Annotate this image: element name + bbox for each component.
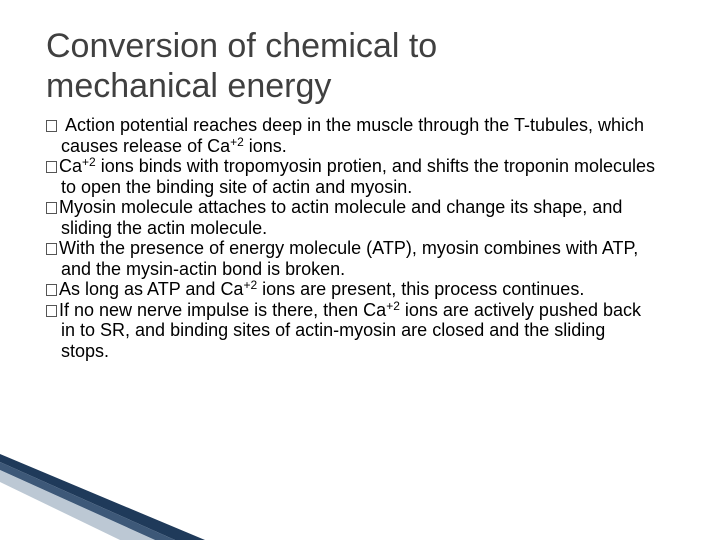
bullet-6-text: ions are actively pushed back in to SR, and binding sites of actin-myosin are closed and the sliding stops.: [61, 299, 642, 361]
square-bullet-icon: [46, 305, 57, 317]
bullet-1-sup: +2: [230, 134, 244, 149]
bullet-5-before: As long as ATP and Ca: [59, 279, 244, 299]
square-bullet-icon: [46, 202, 57, 214]
bullet-item-3: [46, 197, 656, 238]
square-bullet-icon: [46, 284, 57, 296]
swoosh-light-band: [0, 470, 155, 540]
bullet-6-sup: +2: [386, 298, 400, 313]
bullet-item-2: [46, 156, 656, 197]
slide-title: [46, 26, 686, 106]
bullet-4-text: With the presence of energy molecule (ATP), myosin combines with ATP, and the mysin-actin bond is broken.: [59, 238, 639, 279]
square-bullet-icon: [46, 161, 57, 173]
bullet-2-before: Ca: [59, 156, 83, 176]
bullet-item-4: [46, 238, 656, 279]
bullet-6-before: If no new nerve impulse is there, then Ca: [59, 299, 387, 320]
bullet-list: [46, 115, 656, 361]
bullet-5-sup: +2: [243, 278, 258, 292]
bullet-item-6: [46, 300, 656, 362]
bullet-item-5: [46, 279, 656, 300]
bullet-1-after: ions.: [243, 135, 287, 156]
bullet-3-text: Myosin molecule attaches to actin molecule and change its shape, and sliding the actin molecule.: [59, 197, 623, 238]
bottom-swoosh-decoration: [0, 440, 720, 540]
title-line-1: Conversion of chemical to: [46, 27, 438, 65]
bullet-2-text: ions binds with tropomyosin protien, and shifts the troponin molecules to open the binding site of actin and myosin.: [61, 156, 656, 197]
square-bullet-icon: [46, 120, 57, 132]
title-line-2: mechanical energy: [46, 67, 332, 105]
bullet-2-sup: +2: [82, 155, 96, 169]
bullet-5-text: ions are present, this process continues.: [257, 279, 585, 299]
square-bullet-icon: [46, 243, 57, 255]
bullet-1-text: Action potential reaches deep in the muscle through the T-tubules, which causes release of Ca: [61, 115, 645, 156]
bullet-item-1: [46, 115, 656, 156]
